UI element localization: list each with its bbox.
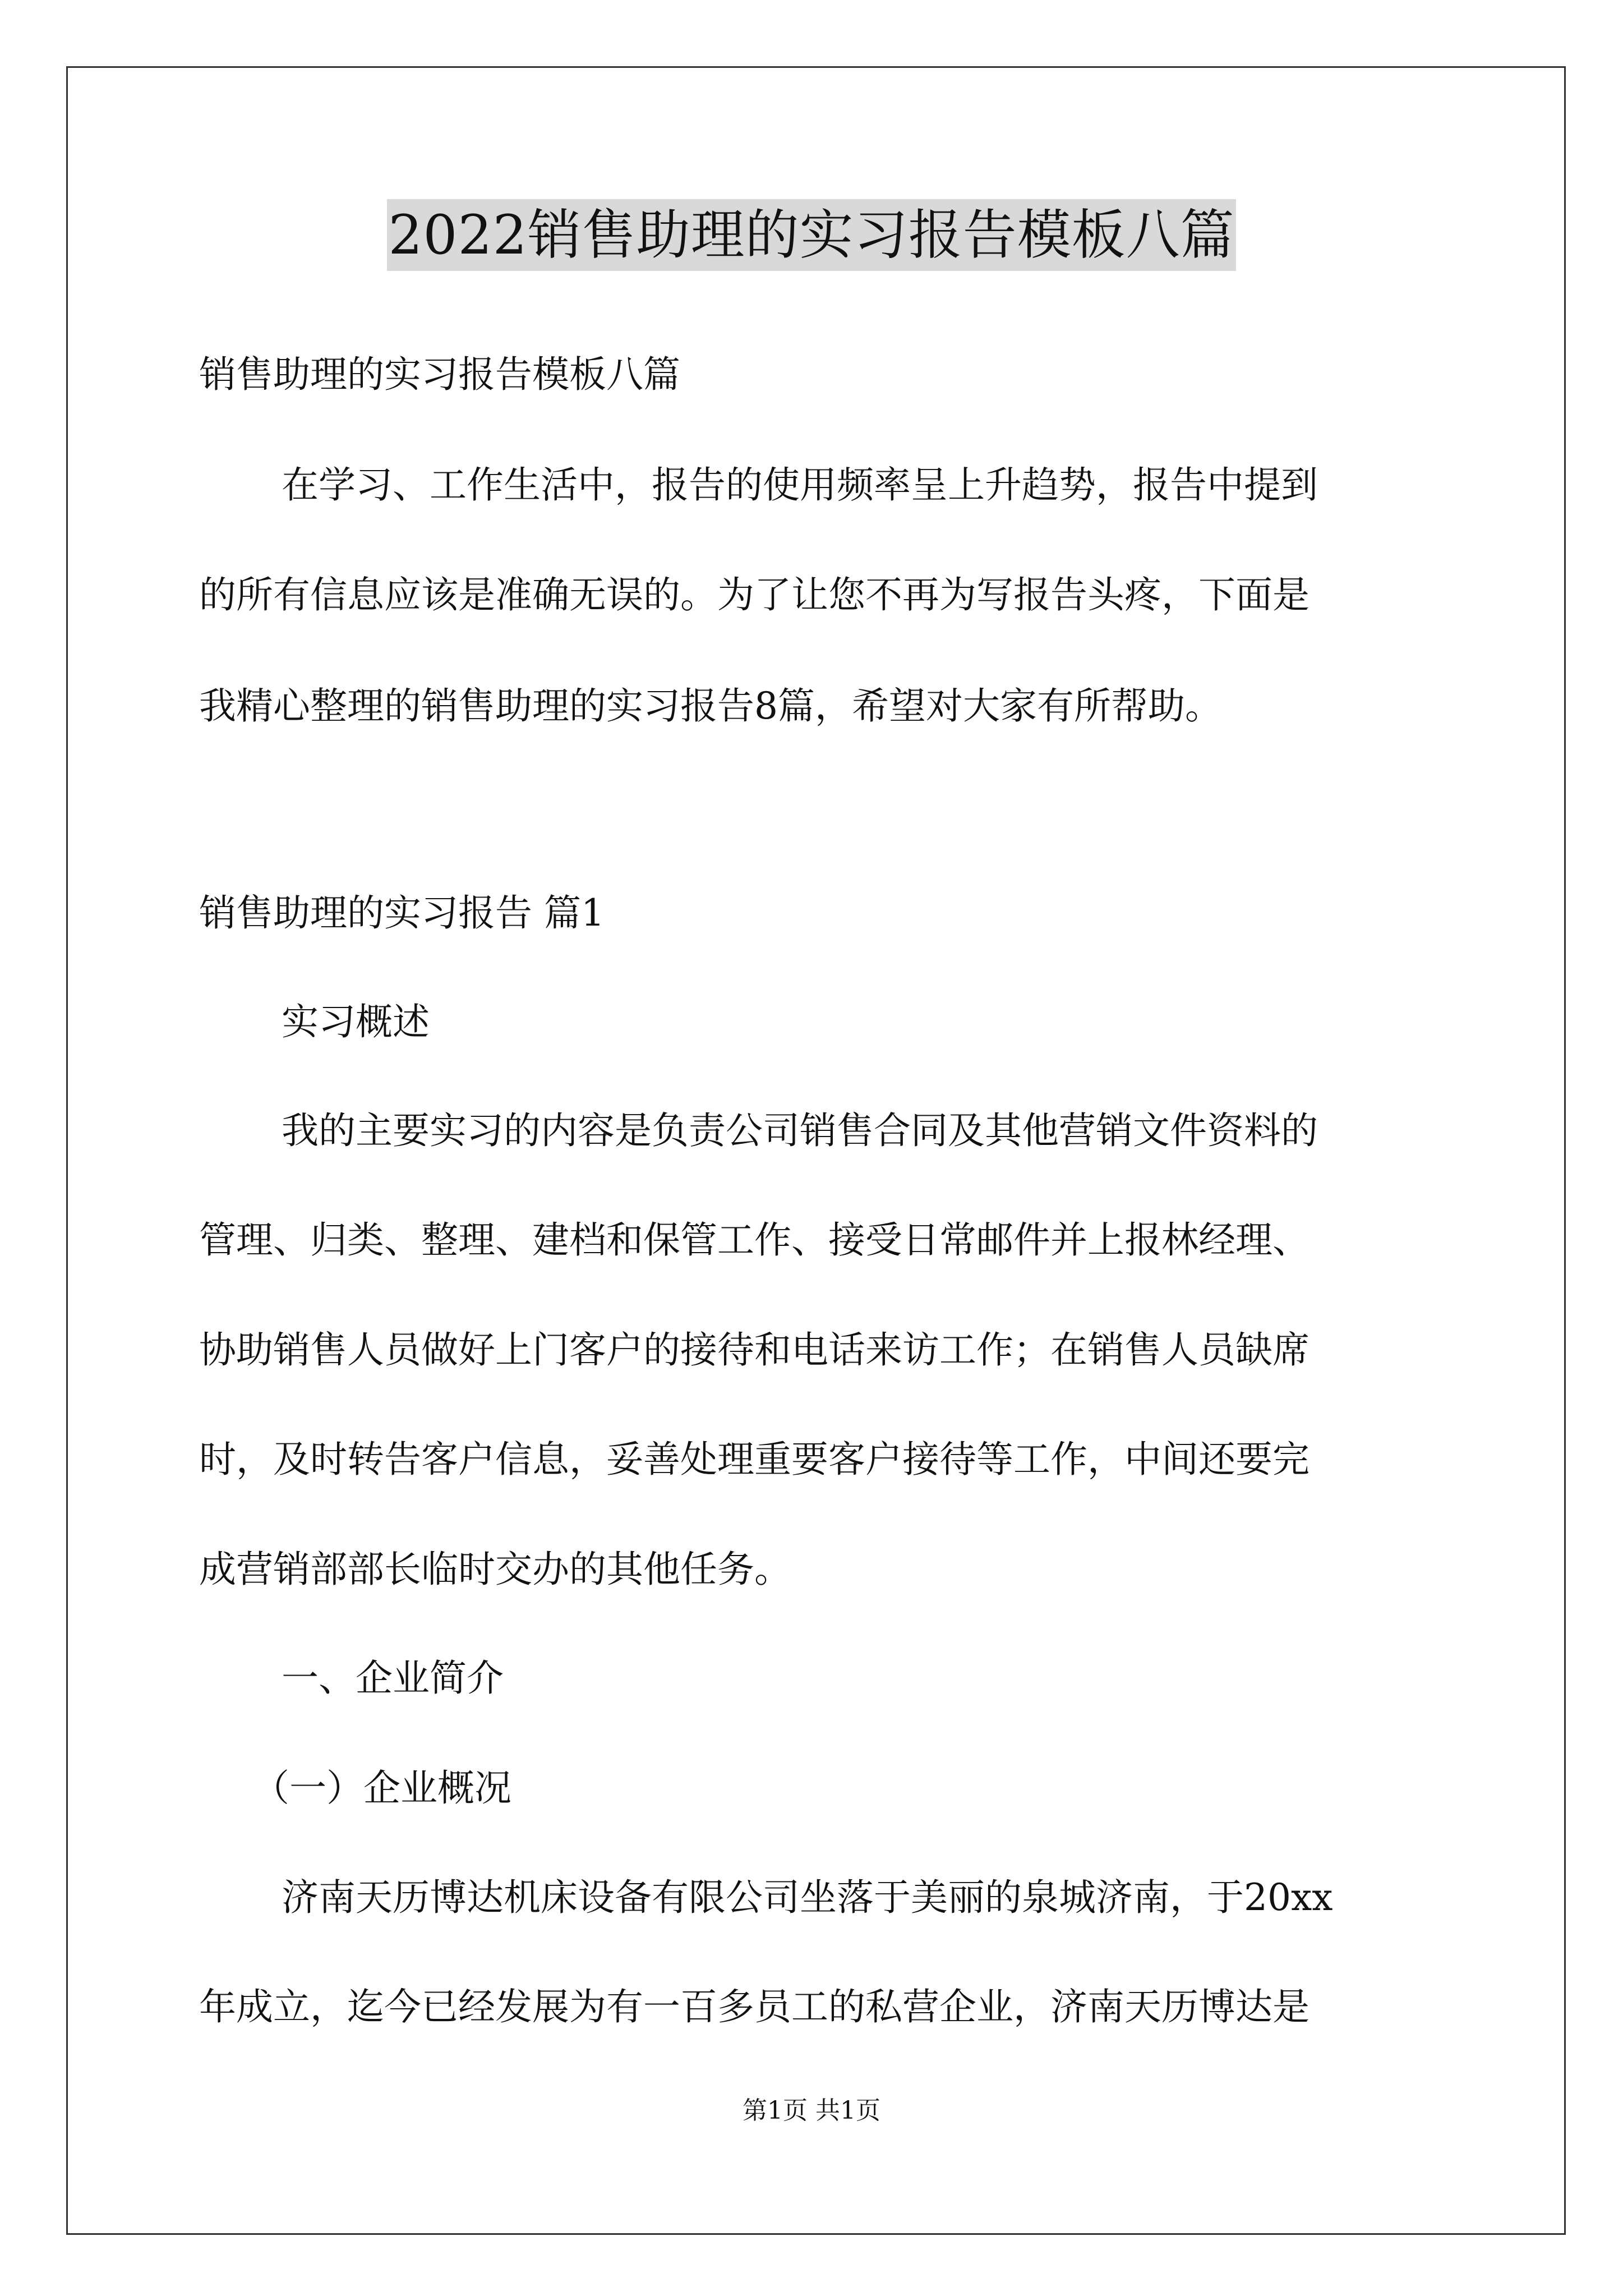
- paragraph-line: 我精心整理的销售助理的实习报告8篇，希望对大家有所帮助。: [199, 684, 1222, 728]
- subtitle-line: 销售助理的实习报告模板八篇: [199, 353, 680, 396]
- paragraph-line: 济南天历博达机床设备有限公司坐落于美丽的泉城济南，于20xx: [282, 1876, 1333, 1919]
- page-footer: 第1页 共1页: [743, 2096, 880, 2125]
- subheading-line: （一）企业概况: [252, 1766, 511, 1810]
- document-title: 2022销售助理的实习报告模板八篇: [387, 199, 1235, 271]
- section-heading: 销售助理的实习报告 篇1: [199, 891, 605, 935]
- paragraph-line: 年成立，迄今已经发展为有一百多员工的私营企业，济南天历博达是: [199, 1985, 1310, 2028]
- paragraph-line: 协助销售人员做好上门客户的接待和电话来访工作；在销售人员缺席: [199, 1328, 1310, 1372]
- title-container: [0, 199, 1623, 271]
- paragraph-line: 成营销部部长临时交办的其他任务。: [199, 1548, 791, 1591]
- paragraph-line: 管理、归类、整理、建档和保管工作、接受日常邮件并上报林经理、: [199, 1218, 1310, 1262]
- paragraph-line: 我的主要实习的内容是负责公司销售合同及其他营销文件资料的: [282, 1109, 1318, 1152]
- paragraph-line: 在学习、工作生活中，报告的使用频率呈上升趋势，报告中提到: [282, 463, 1318, 507]
- subheading-line: 实习概述: [282, 1000, 430, 1043]
- paragraph-line: 时，及时转告客户信息，妥善处理重要客户接待等工作，中间还要完: [199, 1438, 1310, 1481]
- subheading-line: 一、企业简介: [282, 1657, 504, 1700]
- paragraph-line: 的所有信息应该是准确无误的。为了让您不再为写报告头疼，下面是: [199, 573, 1310, 616]
